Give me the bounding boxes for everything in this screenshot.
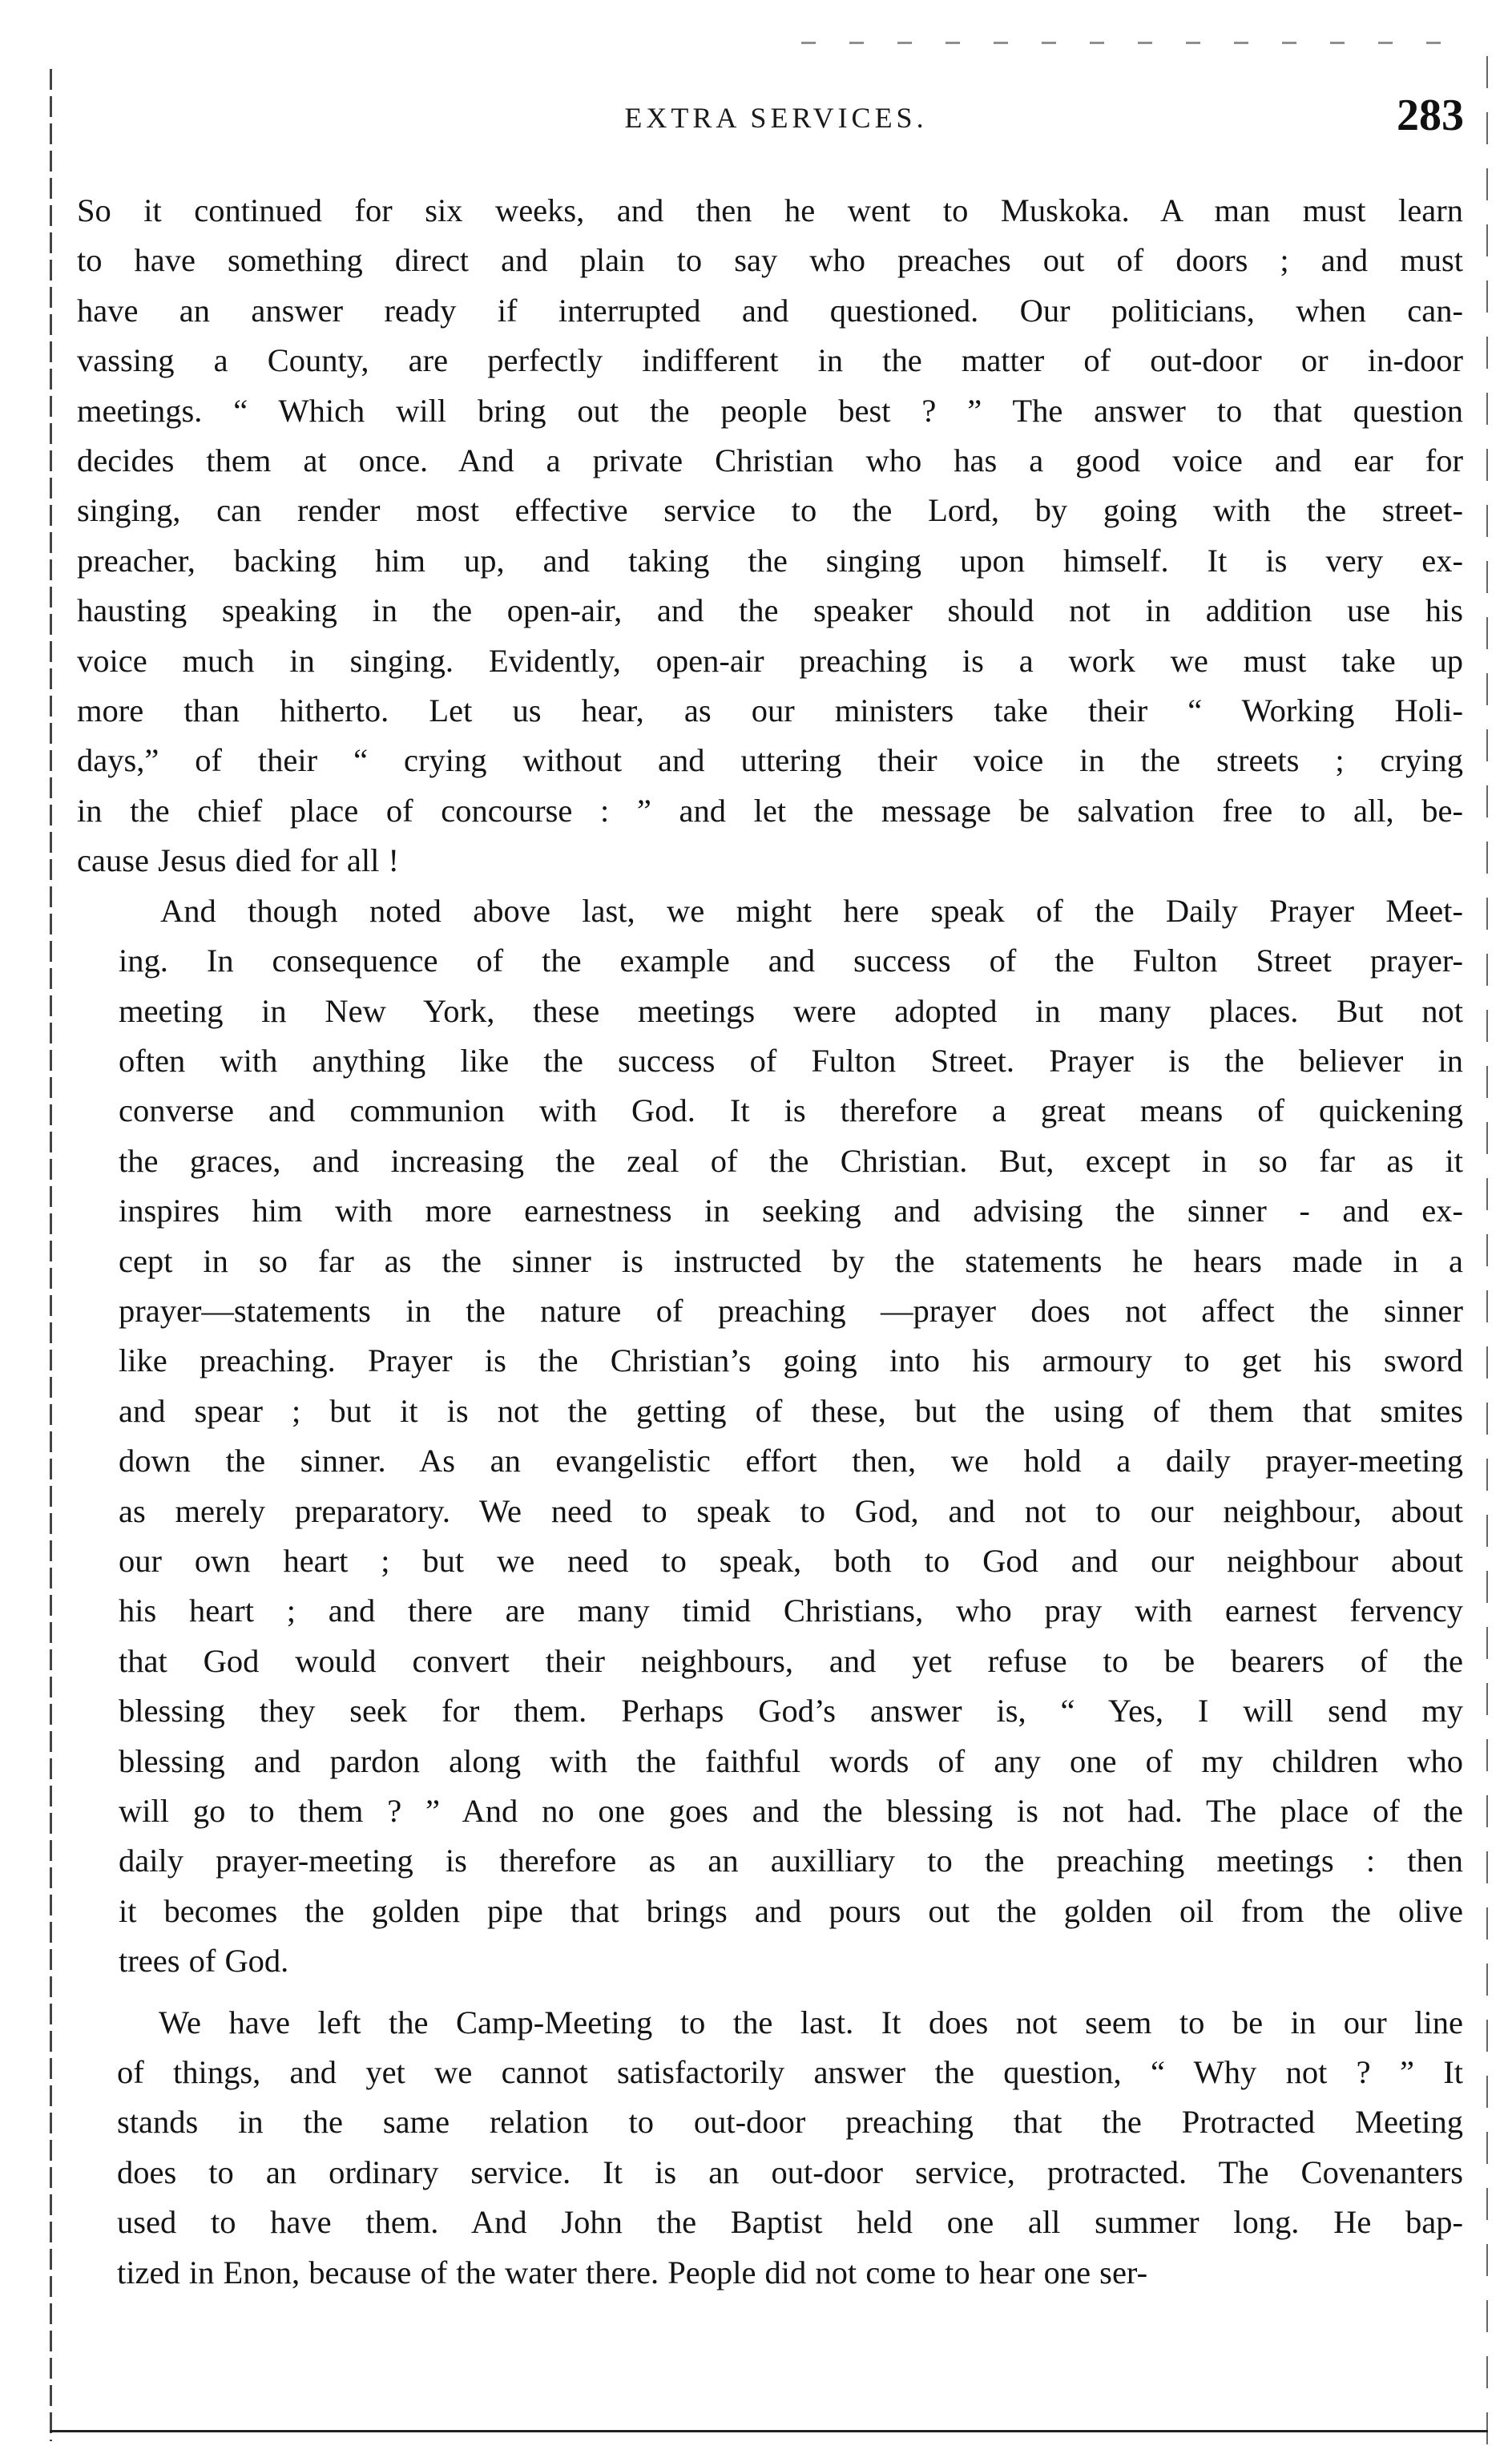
text-line: stands in the same relation to out-door preaching that the Protracted Meeting bbox=[117, 2104, 1463, 2141]
text-line: in the chief place of concourse : ” and let the message be salvation free to all, be- bbox=[77, 792, 1463, 829]
text-line: of things, and yet we cannot satisfactorily answer the question, “ Why not ? ” It bbox=[117, 2054, 1463, 2091]
text-line: that God would convert their neighbours, and yet refuse to be bearers of the bbox=[119, 1642, 1463, 1679]
text-line: down the sinner. As an evangelistic effort then, we hold a daily prayer-meeting bbox=[119, 1443, 1463, 1479]
text-line: to have something direct and plain to say who preaches out of doors ; and must bbox=[77, 242, 1463, 279]
page-number: 283 bbox=[1397, 91, 1464, 140]
scan-top-edge bbox=[801, 42, 1458, 44]
text-line: trees of God. bbox=[119, 1943, 289, 1980]
text-line: We have left the Camp-Meeting to the last. It does not seem to be in our line bbox=[159, 2004, 1463, 2040]
paragraph bbox=[77, 186, 1463, 886]
running-head bbox=[88, 90, 1464, 146]
text-line: days,” of their “ crying without and uttering their voice in the streets ; crying bbox=[77, 742, 1463, 779]
page-bottom-border bbox=[50, 2430, 1488, 2432]
text-line: does to an ordinary service. It is an out-door service, protracted. The Covenanters bbox=[117, 2153, 1463, 2190]
text-line: And though noted above last, we might here speak of the Daily Prayer Meet- bbox=[160, 892, 1463, 929]
text-line: singing, can render most effective service to the Lord, by going with the street- bbox=[77, 492, 1463, 529]
text-line: have an answer ready if interrupted and questioned. Our politicians, when can- bbox=[77, 292, 1463, 329]
paragraph bbox=[77, 1998, 1463, 2298]
text-line: used to have them. And John the Baptist held one all summer long. He bap- bbox=[117, 2204, 1463, 2241]
text-line: meeting in New York, these meetings were adopted in many places. But not bbox=[119, 992, 1463, 1029]
text-line: prayer—statements in the nature of preaching —prayer does not affect the sinner bbox=[119, 1292, 1463, 1329]
text-line: the graces, and increasing the zeal of the Christian. But, except in so far as it bbox=[119, 1142, 1463, 1179]
page-left-border bbox=[50, 69, 52, 2441]
text-line: hausting speaking in the open-air, and the speaker should not in addition use his bbox=[77, 592, 1463, 629]
text-line: inspires him with more earnestness in seeking and advising the sinner - and ex- bbox=[119, 1193, 1463, 1229]
text-line: tized in Enon, because of the water there. People did not come to hear one ser- bbox=[117, 2254, 1148, 2291]
text-line: blessing and pardon along with the faithful words of any one of my children who bbox=[119, 1742, 1463, 1779]
text-line: it becomes the golden pipe that brings and pours out the golden oil from the olive bbox=[119, 1892, 1463, 1929]
text-line: meetings. “ Which will bring out the people best ? ” The answer to that question bbox=[77, 392, 1463, 429]
text-line: decides them at once. And a private Christian who has a good voice and ear for bbox=[77, 442, 1463, 479]
running-title: EXTRA SERVICES. bbox=[624, 102, 928, 134]
text-line: cept in so far as the sinner is instructed by the statements he hears made in a bbox=[119, 1242, 1463, 1279]
text-line: more than hitherto. Let us hear, as our ministers take their “ Working Holi- bbox=[77, 692, 1463, 729]
text-line: converse and communion with God. It is therefore a great means of quickening bbox=[119, 1092, 1463, 1129]
text-line: our own heart ; but we need to speak, both to God and our neighbour about bbox=[119, 1542, 1463, 1579]
text-line: cause Jesus died for all ! bbox=[77, 842, 399, 879]
paragraph bbox=[77, 886, 1463, 1987]
text-line: his heart ; and there are many timid Christians, who pray with earnest fervency bbox=[119, 1592, 1463, 1629]
text-line: preacher, backing him up, and taking the singing upon himself. It is very ex- bbox=[77, 542, 1463, 579]
text-line: voice much in singing. Evidently, open-air preaching is a work we must take up bbox=[77, 642, 1463, 679]
text-line: and spear ; but it is not the getting of these, but the using of them that smites bbox=[119, 1392, 1463, 1429]
text-line: blessing they seek for them. Perhaps God’s answer is, “ Yes, I will send my bbox=[119, 1693, 1463, 1730]
text-line: vassing a County, are perfectly indifferent in the matter of out-door or in-door bbox=[77, 342, 1463, 379]
text-line: daily prayer-meeting is therefore as an auxilliary to the preaching meetings : then bbox=[119, 1843, 1463, 1879]
page-right-border bbox=[1486, 56, 1488, 2444]
text-line: often with anything like the success of Fulton Street. Prayer is the believer in bbox=[119, 1042, 1463, 1079]
text-line: So it continued for six weeks, and then he went to Muskoka. A man must learn bbox=[77, 192, 1463, 228]
text-line: as merely preparatory. We need to speak to God, and not to our neighbour, about bbox=[119, 1492, 1463, 1529]
text-line: will go to them ? ” And no one goes and the blessing is not had. The place of the bbox=[119, 1793, 1463, 1829]
text-line: ing. In consequence of the example and success of the Fulton Street prayer- bbox=[119, 942, 1463, 979]
text-line: like preaching. Prayer is the Christian’s going into his armoury to get his sword bbox=[119, 1342, 1463, 1379]
body-text bbox=[77, 186, 1463, 2298]
